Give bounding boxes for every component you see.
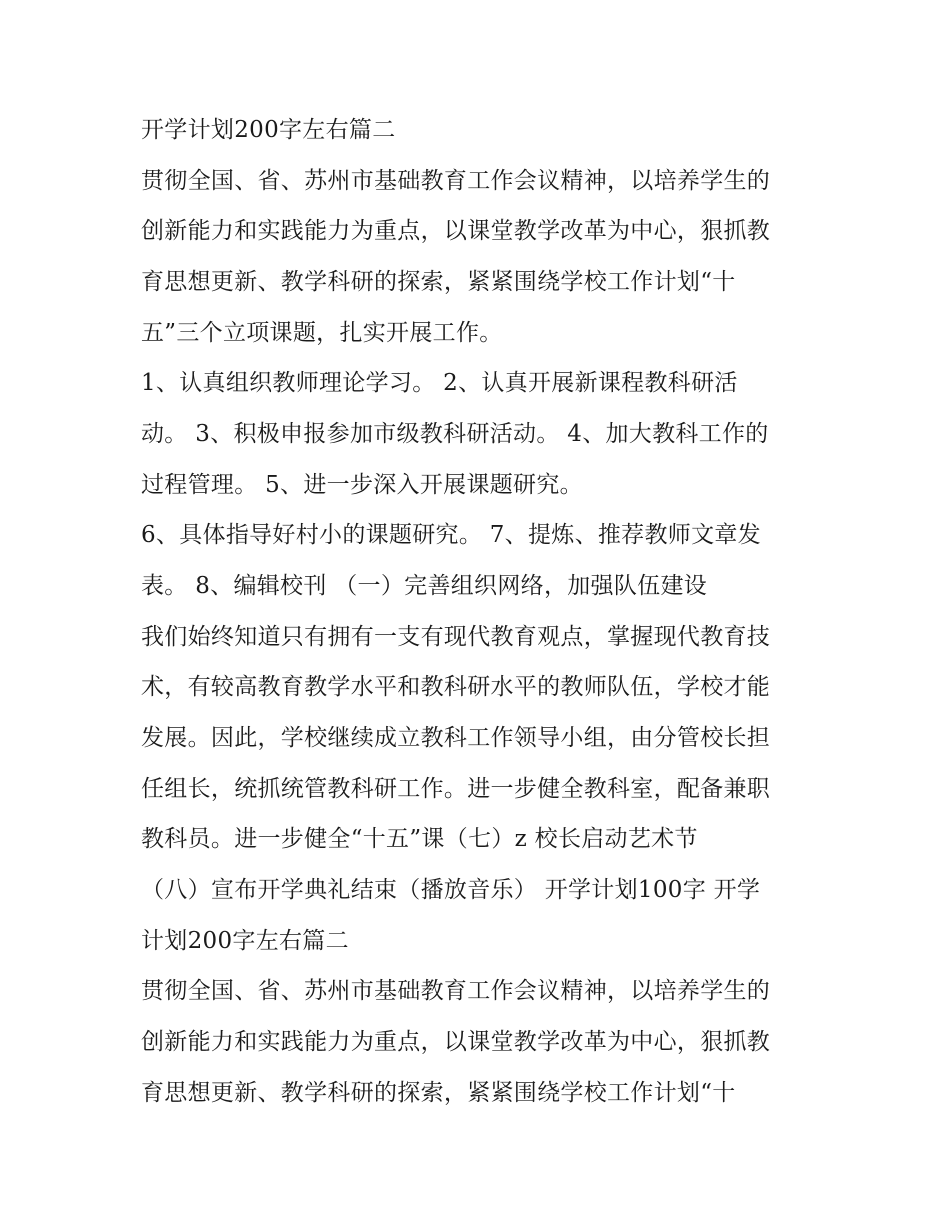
text-line: 我们始终知道只有拥有一支有现代教育观点，掌握现代教育技 xyxy=(141,624,771,650)
text-line: 教科员。进一步健全“十五”课（七）z 校长启动艺术节 xyxy=(141,826,698,852)
text-line: 贯彻全国、省、苏州市基础教育工作会议精神，以培养学生的 xyxy=(141,168,771,194)
text-line: 术，有较高教育教学水平和教科研水平的教师队伍，学校才能 xyxy=(141,674,771,700)
text-line: 任组长，统抓统管教科研工作。进一步健全教科室，配备兼职 xyxy=(141,776,771,802)
text-line: 过程管理。 5、进一步深入开展课题研究。 xyxy=(141,472,583,498)
text-line: 动。 3、积极申报参加市级教科研活动。 4、加大教科工作的 xyxy=(141,421,769,447)
text-line: 育思想更新、教学科研的探索，紧紧围绕学校工作计划“十 xyxy=(141,1080,736,1106)
text-line: 开学计划200字左右篇二 xyxy=(141,117,396,143)
text-line: （八）宣布开学典礼结束（播放音乐） 开学计划100字 开学 xyxy=(141,877,761,903)
text-line: 创新能力和实践能力为重点，以课堂教学改革为中心，狠抓教 xyxy=(141,218,771,244)
text-line: 育思想更新、教学科研的探索，紧紧围绕学校工作计划“十 xyxy=(141,269,736,295)
text-line: 1、认真组织教师理论学习。 2、认真开展新课程教科研活 xyxy=(141,370,738,396)
text-line: 五”三个立项课题，扎实开展工作。 xyxy=(141,320,503,346)
text-line: 6、具体指导好村小的课题研究。 7、提炼、推荐教师文章发 xyxy=(141,522,761,548)
text-line: 计划200字左右篇二 xyxy=(141,928,349,954)
text-line: 创新能力和实践能力为重点，以课堂教学改革为中心，狠抓教 xyxy=(141,1029,771,1055)
text-line: 发展。因此，学校继续成立教科工作领导小组，由分管校长担 xyxy=(141,725,771,751)
text-line: 表。 8、编辑校刊 （一）完善组织网络，加强队伍建设 xyxy=(141,573,708,599)
text-line: 贯彻全国、省、苏州市基础教育工作会议精神，以培养学生的 xyxy=(141,978,771,1004)
